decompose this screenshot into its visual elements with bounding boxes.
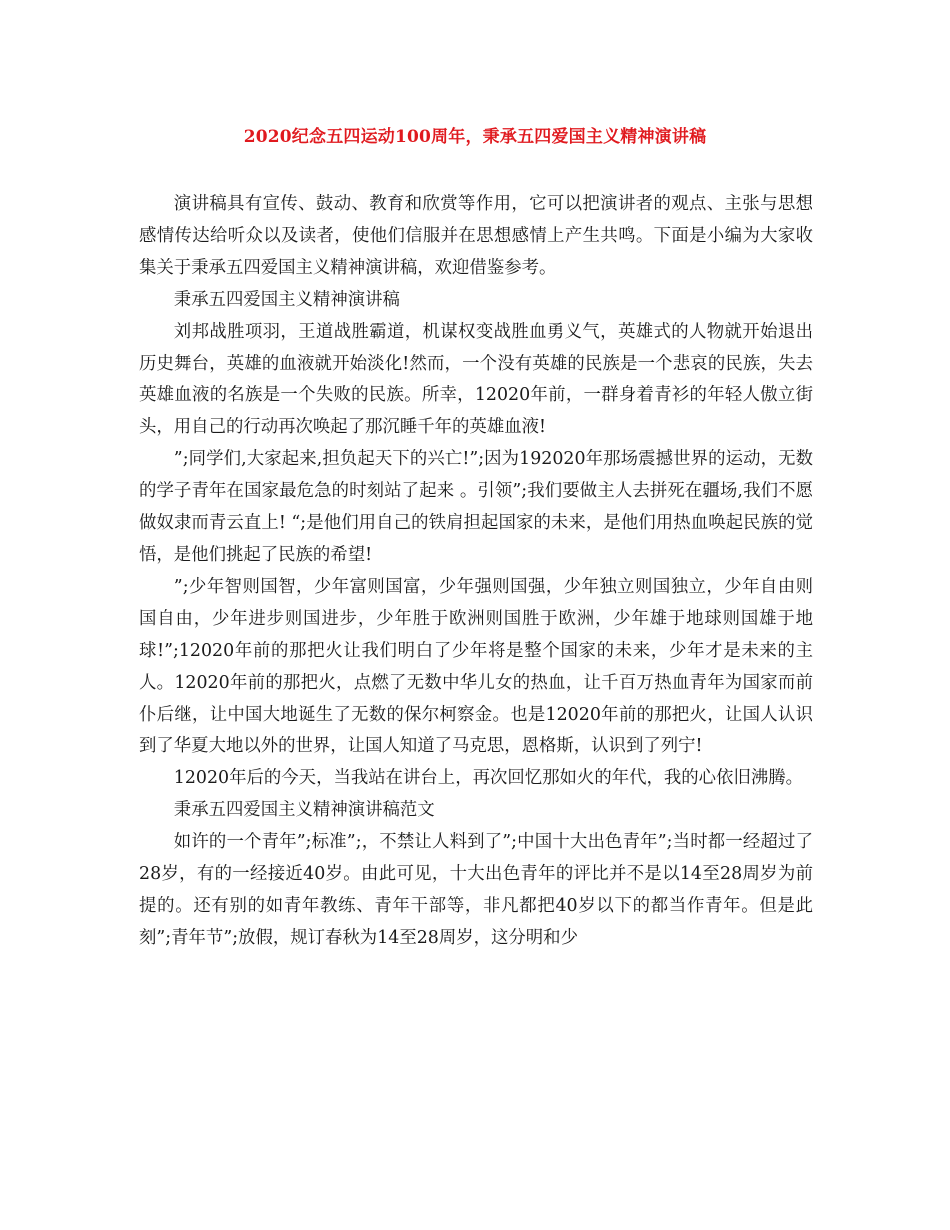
paragraph: ”;少年智则国智，少年富则国富，少年强则国强，少年独立则国独立，少年自由则国自由，少年进步则国进步，少年胜于欧洲则国胜于欧洲，少年雄于地球则国雄于地球!”;12020年前的那把火让我们明白了少年将是整个国家的未来，少年才是未来的主人。12020年前的那把火，点燃了无数中华儿女的热血，让千百万热血青年为国家而前仆后继，让中国大地诞生了无数的保尔柯察金。也是12020年前的那把火，让国人认识到了华夏大地以外的世界，让国人知道了马克思，恩格斯，认识到了列宁! (139, 576, 813, 757)
paragraph: 刘邦战胜项羽，王道战胜霸道，机谋权变战胜血勇义气，英雄式的人物就开始退出历史舞台，英雄的血液就开始淡化!然而，一个没有英雄的民族是一个悲哀的民族，失去英雄血液的名族是一个失败的民族。所幸，12020年前，一群身着青衫的年轻人傲立街头，用自己的行动再次唤起了那沉睡千年的英雄血液! (139, 321, 813, 438)
paragraph: ”;同学们,大家起来,担负起天下的兴亡!”;因为192020年那场震撼世界的运动，无数的学子青年在国家最危急的时刻站了起来 。引领”;我们要做主人去拼死在疆场,我们不愿做奴隶而青云直上! “;是他们用自己的铁肩担起国家的未来，是他们用热血唤起民族的觉悟，是他们挑起了民族的希望! (139, 449, 813, 565)
paragraph-intro: 演讲稿具有宣传、鼓动、教育和欣赏等作用，它可以把演讲者的观点、主张与思想感情传达给听众以及读者，使他们信服并在思想感情上产生共鸣。下面是小编为大家收集关于秉承五四爱国主义精神演讲稿，欢迎借鉴参考。 (139, 194, 813, 278)
paragraph: 12020年后的今天，当我站在讲台上，再次回忆那如火的年代，我的心依旧沸腾。 (173, 768, 804, 789)
document-title: 2020纪念五四运动100周年，秉承五四爱国主义精神演讲稿 (243, 127, 707, 147)
document-body (139, 189, 813, 955)
paragraph: 如许的一个青年”;标准”;，不禁让人料到了”;中国十大出色青年”;当时都一经超过了28岁，有的一经接近40岁。由此可见，十大出色青年的评比并不是以14至28周岁为前提的。还有别的如青年教练、青年干部等，非凡都把40岁以下的都当作青年。但是此刻”;青年节”;放假，规订春秋为14至28周岁，这分明和少 (139, 832, 813, 948)
section-heading: 秉承五四爱国主义精神演讲稿范文 (173, 800, 435, 821)
section-heading: 秉承五四爱国主义精神演讲稿 (173, 289, 400, 310)
